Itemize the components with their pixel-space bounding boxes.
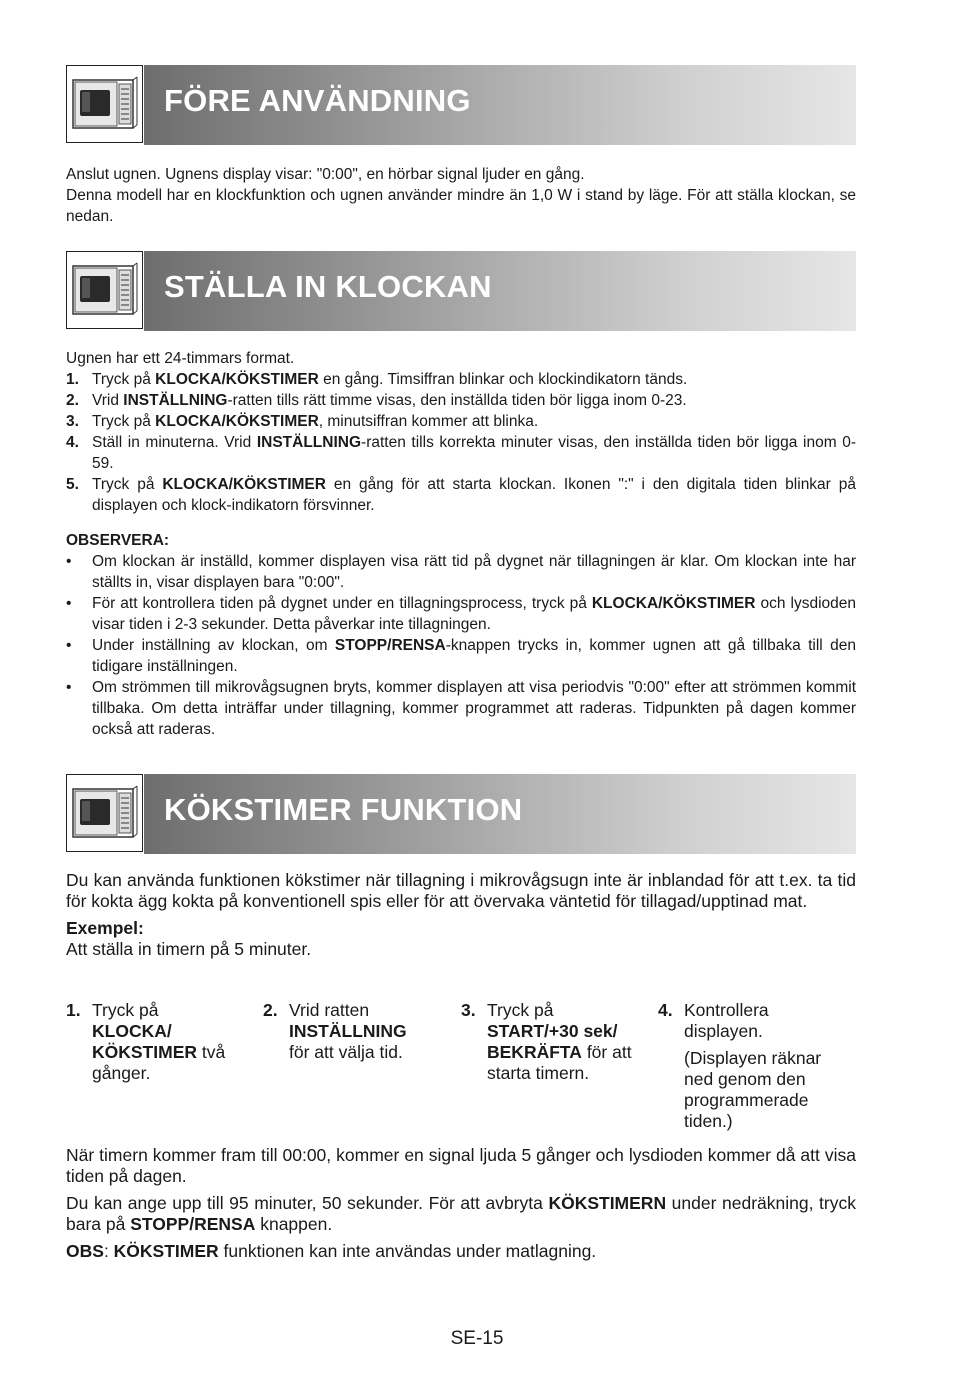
before-use-text [66,164,856,227]
microwave-icon [72,262,138,320]
example-text: Att ställa in timern på 5 minuter. [66,939,312,959]
section-title: STÄLLA IN KLOCKAN [164,269,492,304]
list-item: • Under inställning av klockan, om STOPP/RENSA-knappen trycks in, kommer ugnen att gå tillbaka till den tidigare inställningen. [66,637,856,675]
section-header-set-clock [66,251,856,331]
microwave-icon-box [66,65,143,143]
microwave-icon-box [66,251,143,329]
notes-list [66,551,856,740]
timer-step-3: 3. Tryck på START/+30 sek/ BEKRÄFTA för att starta timern. [461,1000,632,1083]
list-item: • Om klockan är inställd, kommer displayen visa rätt tid på dygnet när tillagningen är klar. Om klockan inte har ställts in, visar displayen bara "0:00". [66,553,856,591]
paragraph: Du kan använda funktionen kökstimer när tillagning i mikrovågsugn inte är inblandad för att t.ex. ta tid för kokta ägg kokta på konventionell spis eller för att övervaka väntetid för tillagad/upptinad mat. [66,870,856,911]
kitchen-timer-intro [66,870,856,966]
section-title: FÖRE ANVÄNDNING [164,83,471,118]
timer-step-4: 4. Kontrollera displayen. (Displayen räknar ned genom den programmerade tiden.) [658,1000,822,1131]
list-item: 5. Tryck på KLOCKA/KÖKSTIMER en gång för att starta klockan. Ikonen ":" i den digitala tiden blinkar på displayen och klock-indikatorn försvinner. [66,476,856,514]
example-heading: Exempel: [66,918,144,938]
paragraph: Du kan ange upp till 95 minuter, 50 sekunder. För att avbryta KÖKSTIMERN under nedräkning, tryck bara på STOPP/RENSA knappen. [66,1193,856,1234]
list-item: 2. Vrid INSTÄLLNING-ratten tills rätt timme visas, den inställda tiden bör ligga inom 0-23. [66,392,687,409]
section-header-before-use [66,65,856,145]
page-number: SE-15 [450,1328,504,1349]
list-item: 1. Tryck på KLOCKA/KÖKSTIMER en gång. Timsiffran blinkar och klockindikatorn tänds. [66,371,688,388]
list-item: • För att kontrollera tiden på dygnet under en tillagningsprocess, tryck på KLOCKA/KÖKSTIMER och lysdioden visar tiden i 2-3 sekunder. Detta påverkar inte tillagningen. [66,595,856,633]
section-header-kitchen-timer [66,774,856,854]
section-title: KÖKSTIMER FUNKTION [164,792,523,827]
microwave-icon [72,76,138,134]
microwave-icon-box [66,774,143,852]
clock-steps [66,369,856,516]
set-clock-text [66,348,856,740]
list-item: 4. Ställ in minuterna. Vrid INSTÄLLNING-ratten tills korrekta minuter visas, den inställda tiden bör ligga inom 0-59. [66,434,856,472]
intro: Ugnen har ett 24-timmars format. [66,350,295,367]
paragraph: Denna modell har en klockfunktion och ugnen använder mindre än 1,0 W i stand by läge. För att ställa klockan, se nedan. [66,187,856,225]
paragraph: När timern kommer fram till 00:00, kommer en signal ljuda 5 gånger och lysdioden kommer då att visa tiden på dagen. [66,1145,856,1186]
list-item: • Om strömmen till mikrovågsugnen bryts, kommer displayen att visa periodvis "0:00" efter att strömmen kommit tillbaka. Om detta inträffar under tillagning, kommer programmet att raderas. Tidpunkten på dagen kommer också att raderas. [66,679,856,738]
obs-note: OBS: KÖKSTIMER funktionen kan inte användas under matlagning. [66,1241,597,1261]
kitchen-timer-outro [66,1145,856,1268]
note-heading: OBSERVERA: [66,532,170,549]
microwave-icon [72,785,138,843]
timer-step-2: 2. Vrid ratten INSTÄLLNING för att välja tid. [263,1000,407,1062]
list-item: 3. Tryck på KLOCKA/KÖKSTIMER, minutsiffran kommer att blinka. [66,413,539,430]
timer-step-1: 1. Tryck på KLOCKA/ KÖKSTIMER två gånger. [66,1000,226,1083]
paragraph: Anslut ugnen. Ugnens display visar: "0:00", en hörbar signal ljuder en gång. [66,166,585,183]
